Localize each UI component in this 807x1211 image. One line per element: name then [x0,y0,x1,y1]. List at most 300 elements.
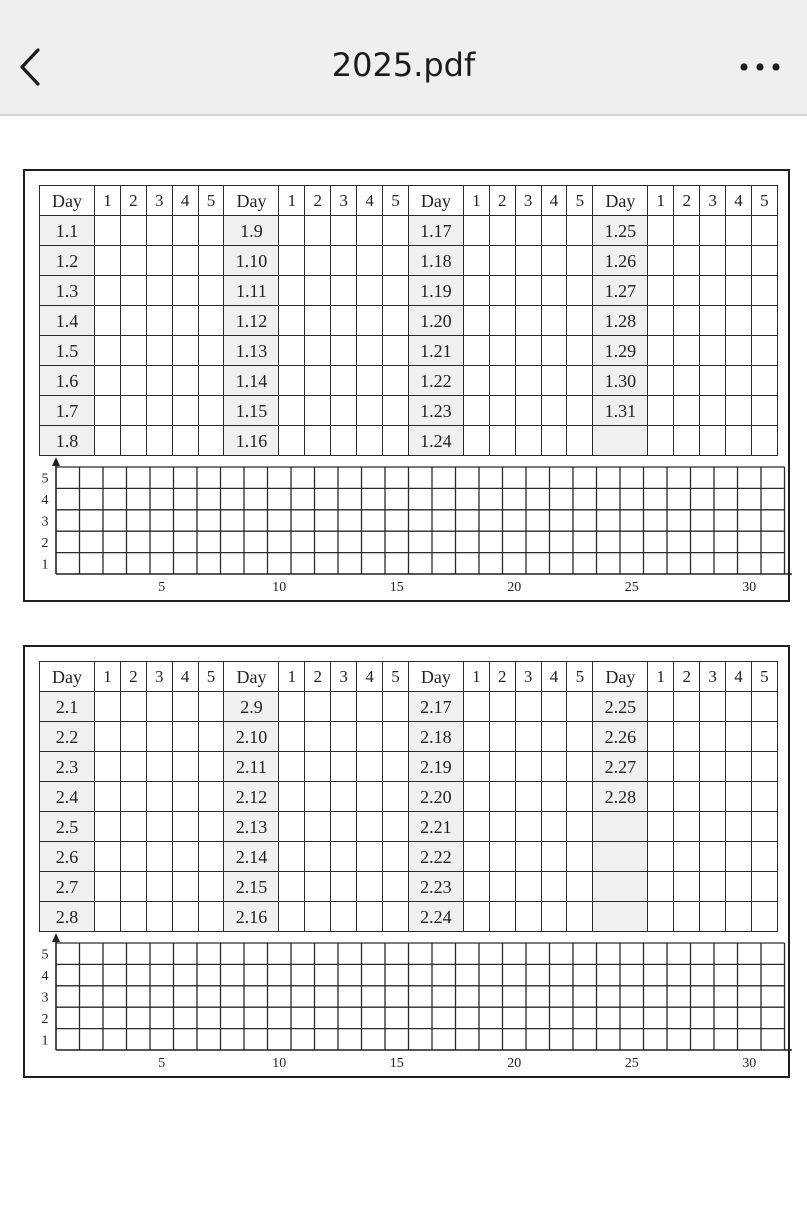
rating-cell[interactable] [726,902,752,932]
rating-cell[interactable] [700,276,726,306]
rating-cell[interactable] [305,812,331,842]
rating-cell[interactable] [515,872,541,902]
rating-cell[interactable] [648,872,674,902]
rating-cell[interactable] [279,872,305,902]
rating-cell[interactable] [383,812,409,842]
rating-cell[interactable] [95,336,121,366]
rating-cell[interactable] [648,426,674,456]
rating-cell[interactable] [357,692,383,722]
rating-cell[interactable] [331,692,357,722]
rating-cell[interactable] [198,842,224,872]
rating-cell[interactable] [567,872,593,902]
rating-cell[interactable] [120,366,146,396]
rating-cell[interactable] [648,306,674,336]
rating-cell[interactable] [674,902,700,932]
rating-cell[interactable] [95,396,121,426]
rating-cell[interactable] [515,246,541,276]
rating-cell[interactable] [383,426,409,456]
rating-cell[interactable] [463,216,489,246]
rating-cell[interactable] [567,782,593,812]
rating-cell[interactable] [463,722,489,752]
rating-cell[interactable] [120,246,146,276]
rating-cell[interactable] [279,216,305,246]
rating-cell[interactable] [515,396,541,426]
rating-cell[interactable] [198,722,224,752]
rating-cell[interactable] [648,782,674,812]
rating-cell[interactable] [198,336,224,366]
rating-cell[interactable] [305,336,331,366]
rating-cell[interactable] [648,366,674,396]
rating-cell[interactable] [305,216,331,246]
rating-cell[interactable] [172,246,198,276]
rating-cell[interactable] [146,246,172,276]
rating-cell[interactable] [146,752,172,782]
rating-cell[interactable] [674,366,700,396]
rating-cell[interactable] [567,812,593,842]
rating-cell[interactable] [751,306,777,336]
rating-cell[interactable] [120,782,146,812]
rating-cell[interactable] [172,366,198,396]
rating-cell[interactable] [726,722,752,752]
rating-cell[interactable] [515,782,541,812]
rating-cell[interactable] [305,366,331,396]
rating-cell[interactable] [357,872,383,902]
rating-cell[interactable] [383,246,409,276]
rating-cell[interactable] [726,692,752,722]
rating-cell[interactable] [567,752,593,782]
rating-cell[interactable] [279,692,305,722]
rating-cell[interactable] [515,366,541,396]
rating-cell[interactable] [541,722,567,752]
rating-cell[interactable] [146,426,172,456]
rating-cell[interactable] [751,752,777,782]
rating-cell[interactable] [279,722,305,752]
rating-cell[interactable] [567,722,593,752]
rating-cell[interactable] [331,396,357,426]
rating-cell[interactable] [489,902,515,932]
rating-cell[interactable] [726,366,752,396]
rating-cell[interactable] [726,812,752,842]
rating-cell[interactable] [489,396,515,426]
rating-cell[interactable] [489,306,515,336]
rating-cell[interactable] [567,336,593,366]
rating-cell[interactable] [279,812,305,842]
rating-cell[interactable] [463,396,489,426]
rating-cell[interactable] [541,396,567,426]
rating-cell[interactable] [463,872,489,902]
rating-cell[interactable] [305,396,331,426]
rating-cell[interactable] [198,276,224,306]
rating-cell[interactable] [95,722,121,752]
rating-cell[interactable] [541,812,567,842]
rating-cell[interactable] [726,782,752,812]
rating-cell[interactable] [751,782,777,812]
rating-cell[interactable] [172,216,198,246]
rating-cell[interactable] [95,216,121,246]
rating-cell[interactable] [172,812,198,842]
rating-cell[interactable] [95,902,121,932]
rating-cell[interactable] [463,752,489,782]
rating-cell[interactable] [463,842,489,872]
rating-cell[interactable] [120,216,146,246]
rating-cell[interactable] [331,752,357,782]
rating-cell[interactable] [146,366,172,396]
rating-cell[interactable] [120,426,146,456]
rating-cell[interactable] [305,752,331,782]
rating-cell[interactable] [463,246,489,276]
rating-cell[interactable] [700,782,726,812]
rating-cell[interactable] [751,396,777,426]
rating-cell[interactable] [567,306,593,336]
rating-cell[interactable] [674,752,700,782]
rating-cell[interactable] [331,246,357,276]
rating-cell[interactable] [279,276,305,306]
rating-cell[interactable] [700,366,726,396]
rating-cell[interactable] [674,306,700,336]
rating-cell[interactable] [120,396,146,426]
rating-cell[interactable] [751,842,777,872]
rating-cell[interactable] [463,812,489,842]
rating-cell[interactable] [489,246,515,276]
rating-cell[interactable] [567,426,593,456]
rating-cell[interactable] [95,812,121,842]
rating-cell[interactable] [541,426,567,456]
rating-cell[interactable] [463,902,489,932]
rating-cell[interactable] [648,752,674,782]
rating-cell[interactable] [674,722,700,752]
rating-cell[interactable] [146,872,172,902]
rating-cell[interactable] [648,246,674,276]
rating-cell[interactable] [541,692,567,722]
rating-cell[interactable] [674,692,700,722]
rating-cell[interactable] [674,812,700,842]
rating-cell[interactable] [279,782,305,812]
rating-cell[interactable] [726,246,752,276]
rating-cell[interactable] [120,872,146,902]
rating-cell[interactable] [331,872,357,902]
rating-cell[interactable] [541,782,567,812]
rating-cell[interactable] [515,902,541,932]
rating-cell[interactable] [279,842,305,872]
rating-cell[interactable] [463,276,489,306]
rating-cell[interactable] [674,276,700,306]
rating-cell[interactable] [198,752,224,782]
rating-cell[interactable] [305,246,331,276]
rating-cell[interactable] [383,752,409,782]
rating-cell[interactable] [489,812,515,842]
rating-cell[interactable] [463,306,489,336]
rating-cell[interactable] [726,842,752,872]
rating-cell[interactable] [751,246,777,276]
rating-cell[interactable] [146,216,172,246]
rating-cell[interactable] [357,842,383,872]
rating-cell[interactable] [751,336,777,366]
rating-cell[interactable] [357,812,383,842]
rating-cell[interactable] [383,692,409,722]
rating-cell[interactable] [331,842,357,872]
rating-cell[interactable] [515,692,541,722]
rating-cell[interactable] [463,336,489,366]
rating-cell[interactable] [120,336,146,366]
rating-cell[interactable] [541,306,567,336]
rating-cell[interactable] [331,276,357,306]
rating-cell[interactable] [751,276,777,306]
rating-cell[interactable] [120,902,146,932]
rating-cell[interactable] [305,692,331,722]
rating-cell[interactable] [700,336,726,366]
rating-cell[interactable] [357,336,383,366]
rating-cell[interactable] [726,336,752,366]
rating-cell[interactable] [648,276,674,306]
rating-cell[interactable] [146,722,172,752]
rating-cell[interactable] [383,336,409,366]
rating-cell[interactable] [489,216,515,246]
rating-cell[interactable] [515,216,541,246]
rating-cell[interactable] [674,782,700,812]
rating-cell[interactable] [674,842,700,872]
rating-cell[interactable] [146,396,172,426]
rating-cell[interactable] [146,692,172,722]
rating-cell[interactable] [120,722,146,752]
rating-cell[interactable] [541,216,567,246]
rating-cell[interactable] [648,902,674,932]
rating-cell[interactable] [515,752,541,782]
rating-cell[interactable] [198,246,224,276]
rating-cell[interactable] [463,366,489,396]
rating-cell[interactable] [541,872,567,902]
rating-cell[interactable] [357,426,383,456]
rating-cell[interactable] [146,812,172,842]
rating-cell[interactable] [172,692,198,722]
rating-cell[interactable] [541,246,567,276]
rating-cell[interactable] [198,902,224,932]
rating-cell[interactable] [279,366,305,396]
rating-cell[interactable] [567,842,593,872]
rating-cell[interactable] [331,902,357,932]
rating-cell[interactable] [567,216,593,246]
rating-cell[interactable] [279,306,305,336]
rating-cell[interactable] [172,276,198,306]
rating-cell[interactable] [489,842,515,872]
rating-cell[interactable] [515,812,541,842]
rating-cell[interactable] [357,396,383,426]
back-button[interactable] [10,44,50,90]
rating-cell[interactable] [489,276,515,306]
rating-cell[interactable] [172,306,198,336]
rating-cell[interactable] [567,902,593,932]
rating-cell[interactable] [305,722,331,752]
rating-cell[interactable] [515,842,541,872]
rating-cell[interactable] [120,752,146,782]
rating-cell[interactable] [305,872,331,902]
rating-cell[interactable] [726,216,752,246]
rating-cell[interactable] [383,276,409,306]
rating-cell[interactable] [383,366,409,396]
rating-cell[interactable] [674,872,700,902]
rating-cell[interactable] [279,902,305,932]
rating-cell[interactable] [648,396,674,426]
rating-cell[interactable] [489,722,515,752]
rating-cell[interactable] [489,752,515,782]
rating-cell[interactable] [357,216,383,246]
rating-cell[interactable] [700,396,726,426]
rating-cell[interactable] [674,216,700,246]
rating-cell[interactable] [700,246,726,276]
rating-cell[interactable] [120,276,146,306]
rating-cell[interactable] [751,216,777,246]
rating-cell[interactable] [700,872,726,902]
rating-cell[interactable] [357,722,383,752]
rating-cell[interactable] [331,426,357,456]
rating-cell[interactable] [120,812,146,842]
rating-cell[interactable] [331,336,357,366]
rating-cell[interactable] [172,842,198,872]
rating-cell[interactable] [146,336,172,366]
rating-cell[interactable] [700,692,726,722]
rating-cell[interactable] [726,396,752,426]
rating-cell[interactable] [515,306,541,336]
rating-cell[interactable] [172,396,198,426]
rating-cell[interactable] [567,246,593,276]
rating-cell[interactable] [674,246,700,276]
rating-cell[interactable] [279,336,305,366]
rating-cell[interactable] [120,842,146,872]
rating-cell[interactable] [751,902,777,932]
rating-cell[interactable] [357,366,383,396]
rating-cell[interactable] [279,426,305,456]
rating-cell[interactable] [489,692,515,722]
rating-cell[interactable] [172,336,198,366]
rating-cell[interactable] [95,842,121,872]
rating-cell[interactable] [700,812,726,842]
rating-cell[interactable] [95,692,121,722]
rating-cell[interactable] [172,782,198,812]
rating-cell[interactable] [489,426,515,456]
rating-cell[interactable] [383,306,409,336]
rating-cell[interactable] [700,842,726,872]
rating-cell[interactable] [383,842,409,872]
rating-cell[interactable] [541,276,567,306]
rating-cell[interactable] [305,276,331,306]
rating-cell[interactable] [120,306,146,336]
rating-cell[interactable] [700,306,726,336]
rating-cell[interactable] [305,426,331,456]
rating-cell[interactable] [172,872,198,902]
rating-cell[interactable] [383,872,409,902]
rating-cell[interactable] [357,276,383,306]
rating-cell[interactable] [489,366,515,396]
rating-cell[interactable] [331,306,357,336]
rating-cell[interactable] [331,366,357,396]
rating-cell[interactable] [305,842,331,872]
rating-cell[interactable] [172,426,198,456]
rating-cell[interactable] [674,396,700,426]
rating-cell[interactable] [700,752,726,782]
rating-cell[interactable] [489,782,515,812]
rating-cell[interactable] [95,782,121,812]
rating-cell[interactable] [146,842,172,872]
rating-cell[interactable] [463,426,489,456]
rating-cell[interactable] [648,812,674,842]
rating-cell[interactable] [541,336,567,366]
rating-cell[interactable] [489,872,515,902]
rating-cell[interactable] [146,306,172,336]
rating-cell[interactable] [198,782,224,812]
rating-cell[interactable] [95,246,121,276]
rating-cell[interactable] [95,306,121,336]
rating-cell[interactable] [279,246,305,276]
rating-cell[interactable] [198,692,224,722]
rating-cell[interactable] [515,276,541,306]
rating-cell[interactable] [279,396,305,426]
rating-cell[interactable] [751,722,777,752]
rating-cell[interactable] [146,902,172,932]
rating-cell[interactable] [383,216,409,246]
rating-cell[interactable] [463,692,489,722]
rating-cell[interactable] [331,812,357,842]
rating-cell[interactable] [751,812,777,842]
rating-cell[interactable] [674,336,700,366]
rating-cell[interactable] [726,426,752,456]
rating-cell[interactable] [146,782,172,812]
rating-cell[interactable] [700,722,726,752]
rating-cell[interactable] [489,336,515,366]
rating-cell[interactable] [305,902,331,932]
rating-cell[interactable] [198,216,224,246]
rating-cell[interactable] [279,752,305,782]
rating-cell[interactable] [515,426,541,456]
rating-cell[interactable] [648,336,674,366]
rating-cell[interactable] [541,902,567,932]
rating-cell[interactable] [726,872,752,902]
rating-cell[interactable] [751,692,777,722]
rating-cell[interactable] [198,366,224,396]
rating-cell[interactable] [700,216,726,246]
rating-cell[interactable] [700,902,726,932]
rating-cell[interactable] [648,722,674,752]
rating-cell[interactable] [331,782,357,812]
rating-cell[interactable] [198,872,224,902]
rating-cell[interactable] [305,306,331,336]
rating-cell[interactable] [172,902,198,932]
rating-cell[interactable] [751,872,777,902]
rating-cell[interactable] [567,396,593,426]
rating-cell[interactable] [567,692,593,722]
rating-cell[interactable] [648,692,674,722]
rating-cell[interactable] [198,426,224,456]
rating-cell[interactable] [357,306,383,336]
rating-cell[interactable] [95,276,121,306]
rating-cell[interactable] [95,366,121,396]
rating-cell[interactable] [383,902,409,932]
rating-cell[interactable] [541,842,567,872]
rating-cell[interactable] [198,306,224,336]
rating-cell[interactable] [648,842,674,872]
rating-cell[interactable] [331,216,357,246]
rating-cell[interactable] [331,722,357,752]
rating-cell[interactable] [567,276,593,306]
rating-cell[interactable] [648,216,674,246]
rating-cell[interactable] [726,306,752,336]
rating-cell[interactable] [357,752,383,782]
rating-cell[interactable] [567,366,593,396]
rating-cell[interactable] [726,276,752,306]
rating-cell[interactable] [198,812,224,842]
rating-cell[interactable] [751,426,777,456]
rating-cell[interactable] [172,752,198,782]
more-options-button[interactable] [732,52,788,82]
rating-cell[interactable] [751,366,777,396]
